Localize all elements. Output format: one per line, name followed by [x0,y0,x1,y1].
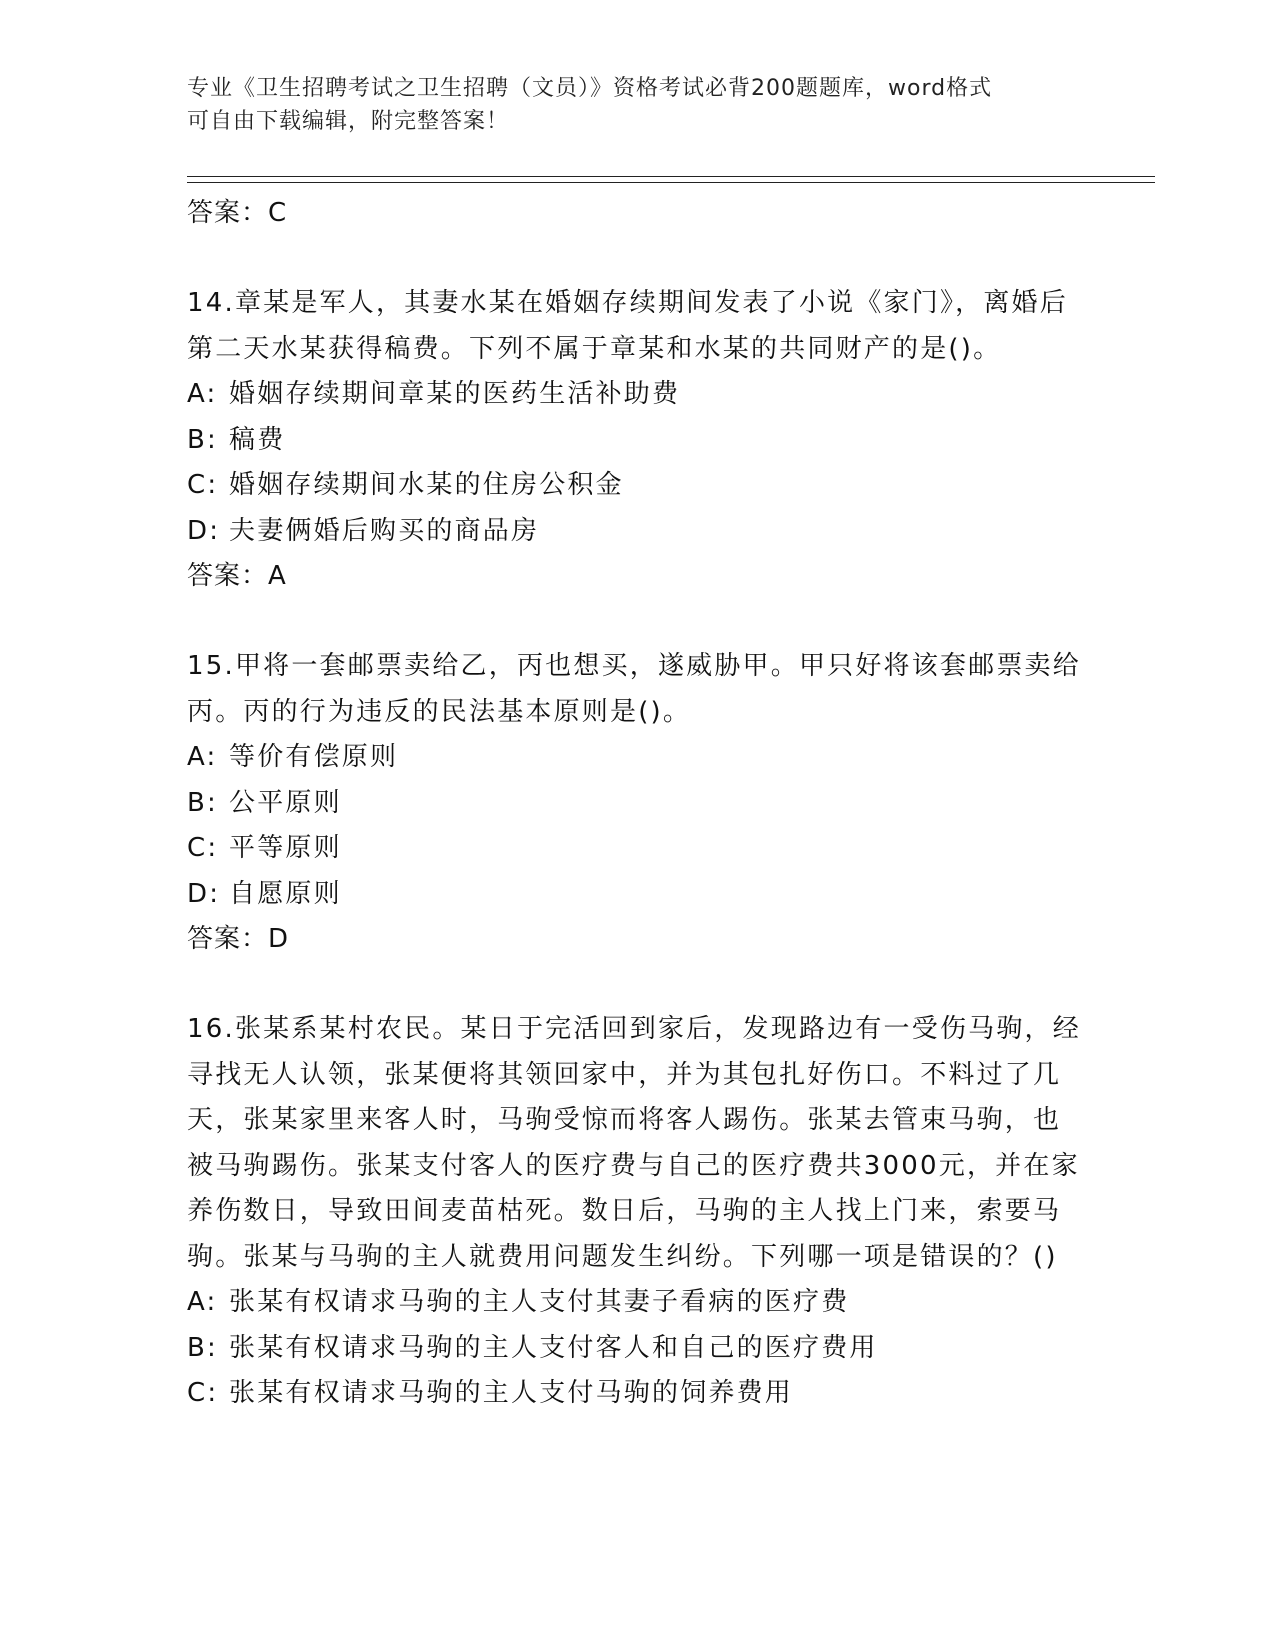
option-letter: C: [187,833,219,863]
option-text: 等价有偿原则 [229,742,399,772]
option-b [187,1326,1087,1372]
option-text: 自愿原则 [229,878,342,909]
option-text: 张某有权请求马驹的主人支付马驹的饲养费用 [229,1378,794,1408]
option-d [187,872,1087,918]
option-text: 稿费 [229,424,286,455]
option-d [187,509,1087,555]
question-stem: 14.章某是军人，其妻水某在婚姻存续期间发表了小说《家门》，离婚后第二天水某获得稿费。下列不属于章某和水某的共同财产的是()。 [187,288,1068,364]
answer-line: 答案：D [187,924,290,954]
question-16 [187,1007,1087,1417]
answer-line: 答案：C [187,198,288,228]
header-divider-top [187,176,1155,177]
option-letter: D: [187,878,221,909]
option-a [187,1280,1087,1326]
option-a [187,735,1087,781]
option-b [187,781,1087,827]
option-letter: A: [187,742,218,772]
option-c [187,1371,1087,1417]
option-text: 张某有权请求马驹的主人支付其妻子看病的医疗费 [229,1287,850,1317]
question-stem: 16.张某系某村农民。某日于完活回到家后，发现路边有一受伤马驹，经寻找无人认领，张某便将其领回家中，并为其包扎好伤口。不料过了几天，张某家里来客人时，马驹受惊而将客人踢伤。张某去管束马驹，也被马驹踢伤。张某支付客人的医疗费与自己的医疗费共3000元，并在家养伤数日，导致田间麦苗枯死。数日后，马驹的主人找上门来，索要马驹。张某与马驹的主人就费用问题发生纠纷。下列哪一项是错误的？() [187,1014,1081,1272]
option-c [187,463,1087,509]
option-letter: B: [187,787,218,818]
question-15 [187,644,1087,962]
option-letter: A: [187,379,218,409]
option-text: 平等原则 [229,833,342,863]
option-letter: C: [187,470,219,500]
header-divider-bottom [187,182,1155,183]
question-stem: 15.甲将一套邮票卖给乙，丙也想买，遂威胁甲。甲只好将该套邮票卖给丙。丙的行为违反的民法基本原则是()。 [187,651,1081,727]
question-list [187,188,1087,1417]
option-letter: B: [187,424,218,455]
option-letter: D: [187,515,221,546]
header-line-2: 可自由下载编辑，附完整答案！ [187,109,510,134]
option-letter: B: [187,1332,218,1363]
option-text: 夫妻俩婚后购买的商品房 [229,515,540,546]
option-text: 张某有权请求马驹的主人支付客人和自己的医疗费用 [229,1332,878,1363]
option-text: 公平原则 [229,787,342,818]
document-header [187,72,1067,138]
option-letter: C: [187,1378,219,1408]
option-letter: A: [187,1287,218,1317]
option-b [187,418,1087,464]
option-c [187,826,1087,872]
header-line-1: 专业《卫生招聘考试之卫生招聘（文员）》资格考试必背200题题库，word格式 [187,76,993,101]
option-text: 婚姻存续期间水某的住房公积金 [229,470,624,500]
option-text: 婚姻存续期间章某的医药生活补助费 [229,379,681,409]
answer-line: 答案：A [187,561,287,591]
option-a [187,372,1087,418]
question-14 [187,281,1087,599]
